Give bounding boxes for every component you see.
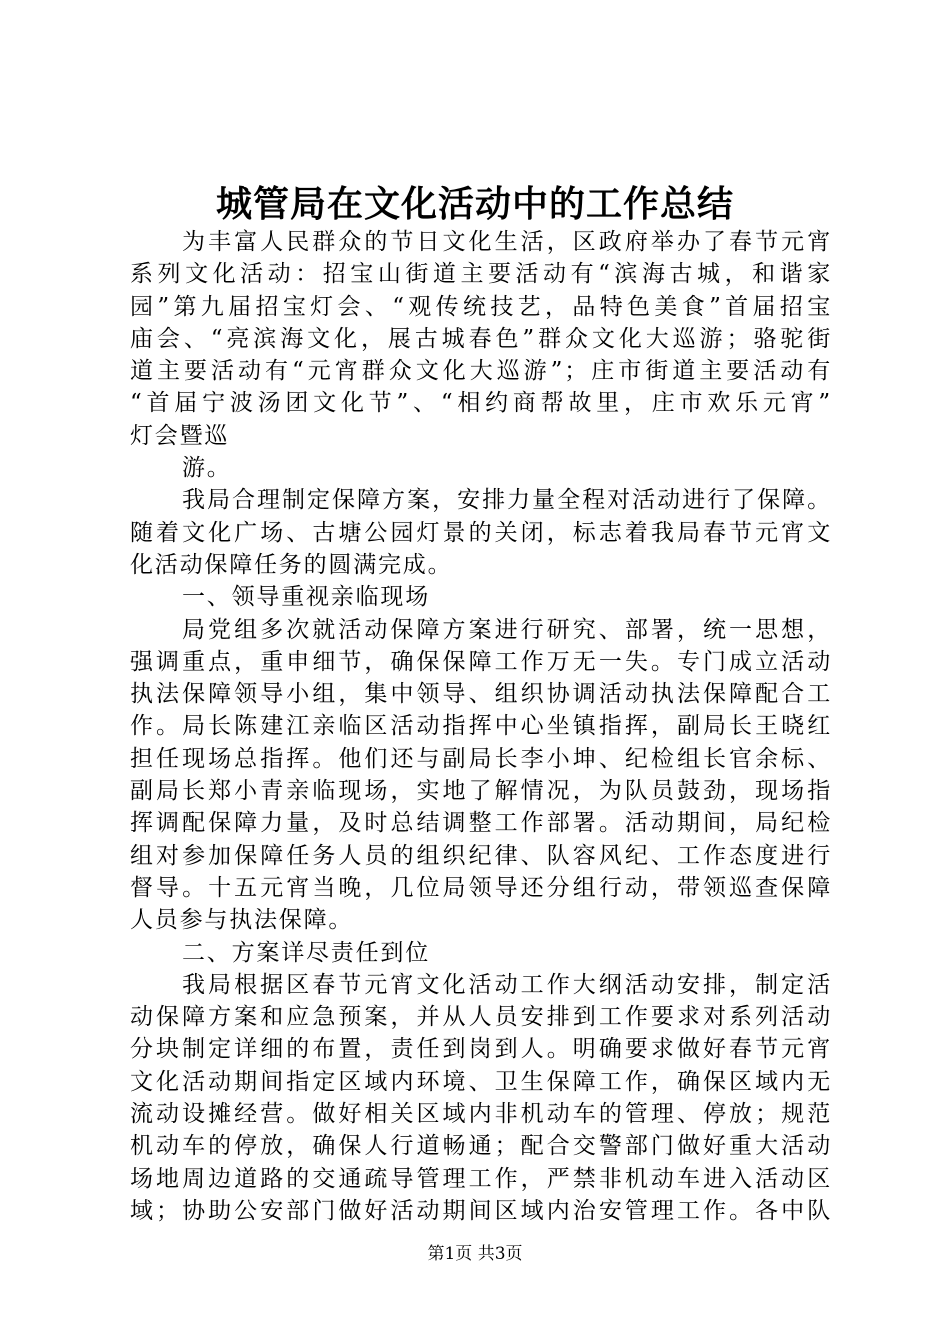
section-heading: 一、领导重视亲临现场 xyxy=(182,584,430,611)
text-line: 流动设摊经营。做好相关区域内非机动车的管理、停放；规范 xyxy=(130,1101,832,1128)
text-line: 游。 xyxy=(182,455,232,482)
text-line: 我局根据区春节元宵文化活动工作大纲活动安排，制定活 xyxy=(182,971,832,998)
text-line: 域；协助公安部门做好活动期间区域内治安管理工作。各中队 xyxy=(130,1197,832,1224)
text-line: 执法保障领导小组，集中领导、组织协调活动执法保障配合工 xyxy=(130,681,832,708)
document-body xyxy=(130,226,832,1227)
text-line: 分块制定详细的布置，责任到岗到人。明确要求做好春节元宵 xyxy=(130,1036,832,1063)
text-line: 为丰富人民群众的节日文化生活，区政府举办了春节元宵 xyxy=(182,229,832,255)
text-line: 局党组多次就活动保障方案进行研究、部署，统一思想， xyxy=(182,616,832,643)
text-line: “首届宁波汤团文化节”、“相约商帮故里，庄市欢乐元宵” xyxy=(130,390,832,417)
text-line: 场地周边道路的交通疏导管理工作，严禁非机动车进入活动区 xyxy=(130,1165,832,1192)
text-line: 文化活动期间指定区域内环境、卫生保障工作，确保区域内无 xyxy=(130,1068,832,1095)
text-line: 挥调配保障力量，及时总结调整工作部署。活动期间，局纪检 xyxy=(130,810,832,837)
text-line: 组对参加保障任务人员的组织纪律、队容风纪、工作态度进行 xyxy=(130,842,832,869)
text-line: 机动车的停放，确保人行道畅通；配合交警部门做好重大活动 xyxy=(130,1133,832,1160)
section-heading: 二、方案详尽责任到位 xyxy=(182,939,430,966)
text-line: 灯会暨巡 xyxy=(130,422,230,449)
text-line: 副局长郑小青亲临现场，实地了解情况，为队员鼓劲，现场指 xyxy=(130,778,832,805)
text-line: 强调重点，重申细节，确保保障工作万无一失。专门成立活动 xyxy=(130,648,832,675)
text-line: 担任现场总指挥。他们还与副局长李小坤、纪检组长官余标、 xyxy=(130,745,832,772)
text-line: 道主要活动有“元宵群众文化大巡游”；庄市街道主要活动有 xyxy=(130,358,832,385)
document-title: 城管局在文化活动中的工作总结 xyxy=(215,184,734,225)
text-line: 我局合理制定保障方案，安排力量全程对活动进行了保障。 xyxy=(182,487,832,514)
text-line: 化活动保障任务的圆满完成。 xyxy=(130,551,453,578)
text-line: 人员参与执法保障。 xyxy=(130,907,354,934)
text-line: 庙会、“亮滨海文化，展古城春色”群众文化大巡游；骆驼街 xyxy=(130,325,832,352)
text-line: 作。局长陈建江亲临区活动指挥中心坐镇指挥，副局长王晓红 xyxy=(130,713,832,740)
text-line: 督导。十五元宵当晚，几位局领导还分组行动，带领巡查保障 xyxy=(130,874,832,901)
page-number: 第1页 共3页 xyxy=(427,1244,523,1264)
text-line: 园”第九届招宝灯会、“观传统技艺，品特色美食”首届招宝 xyxy=(130,293,832,320)
text-line: 随着文化广场、古塘公园灯景的关闭，标志着我局春节元宵文 xyxy=(130,519,832,546)
text-line: 动保障方案和应急预案，并从人员安排到工作要求对系列活动 xyxy=(130,1004,832,1031)
text-line: 系列文化活动：招宝山街道主要活动有“滨海古城，和谐家 xyxy=(130,261,832,288)
